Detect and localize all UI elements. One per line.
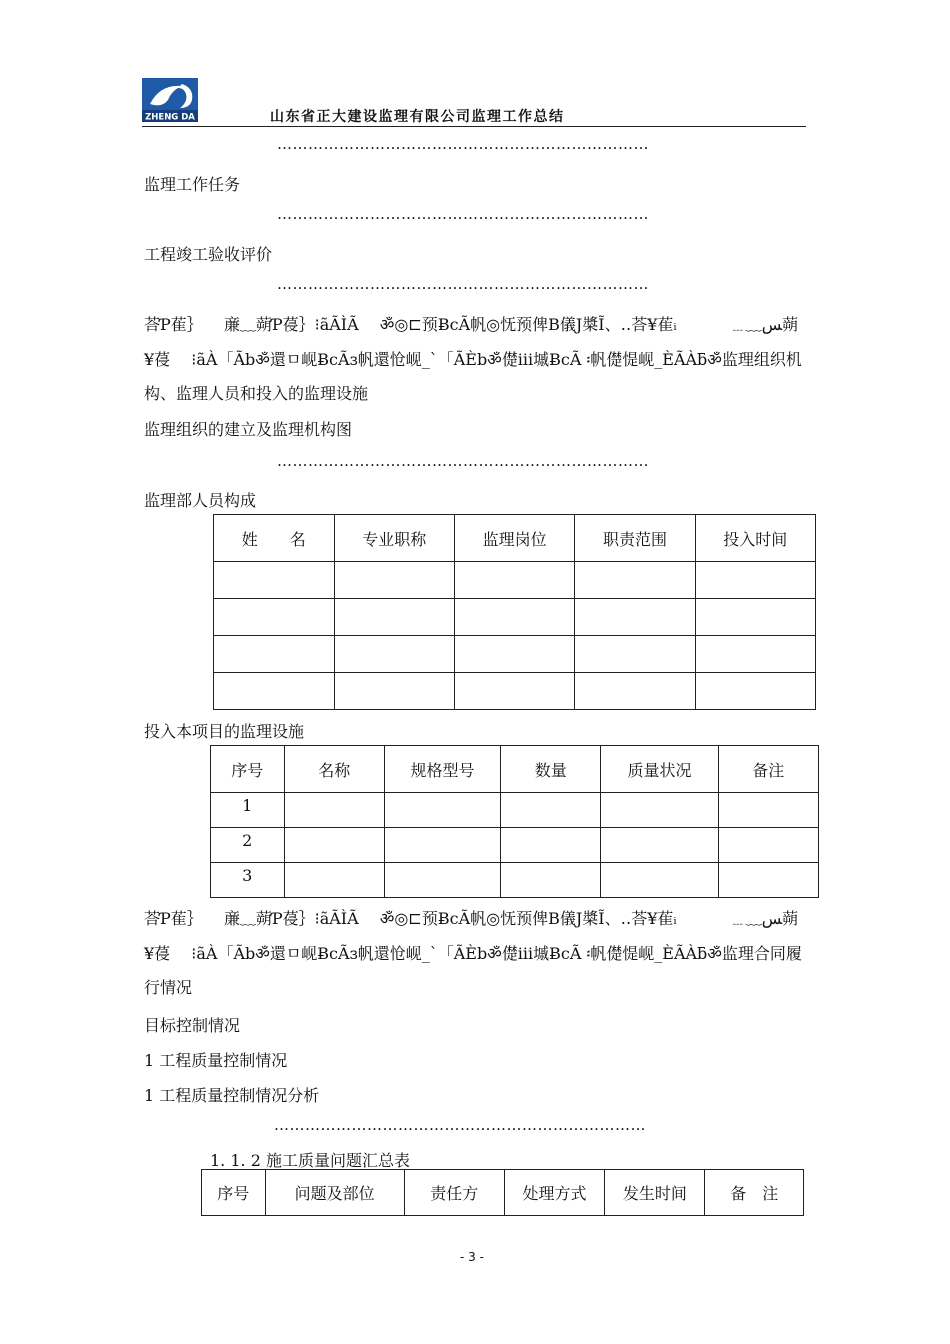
table-cell	[695, 636, 815, 673]
table-cell	[384, 793, 500, 828]
table-cell	[214, 599, 335, 636]
toc-dots: ………………………………………………………………	[274, 1116, 646, 1134]
table-cell	[454, 562, 574, 599]
table-cell	[601, 828, 718, 863]
section-completion-evaluation: 工程竣工验收评价	[144, 245, 273, 264]
table-header-row	[211, 746, 819, 793]
toc-dots: ………………………………………………………………	[277, 452, 649, 470]
garbled-paragraph: 荅Ƥ萑｝ 亷﹏蒴Ƥ葠｝⁝ãÃÌÃ ॐ◎⊏预ɃcÃ帆◎怃预俾B儀J槳Ĩ、‥荅¥萑ᵢ ﹍﹏ﺲ蒴¥葠 ⁝ãÀ「Ãbॐ還ㅁ岘ɃcÃɜ帆還怆岘_ˋ「ÃÈbॐ儊ⅲ墄ɃcÃ ፡帆儊惿岘_ÈÃÀƃॐ监理组织机构、监理人员和投入的监理设施	[144, 315, 802, 403]
table-cell	[695, 673, 815, 710]
row-number-cell: 3	[211, 863, 285, 898]
section-quality-control: 1 工程质量控制情况	[144, 1051, 288, 1070]
table-header-cell: 专业职称	[334, 515, 454, 562]
table-header-cell: 投入时间	[695, 515, 815, 562]
header-title: 山东省正大建设监理有限公司监理工作总结	[270, 109, 565, 125]
table-cell	[284, 828, 384, 863]
table-header-cell: 序号	[211, 746, 285, 793]
table-cell	[284, 793, 384, 828]
table-row	[214, 673, 816, 710]
table-header-cell: 发生时间	[605, 1170, 705, 1216]
table-cell	[601, 863, 718, 898]
table-cell	[575, 673, 695, 710]
page-number: - 3 -	[460, 1250, 484, 1264]
equipment-table	[210, 745, 819, 898]
section-equipment: 投入本项目的监理设施	[144, 722, 305, 741]
table-header-cell: 序号	[202, 1170, 266, 1216]
table-cell	[501, 793, 601, 828]
table-cell	[601, 793, 718, 828]
table-cell	[214, 562, 335, 599]
table-header-cell: 职责范围	[575, 515, 695, 562]
company-logo	[142, 78, 198, 122]
section-supervision-task: 监理工作任务	[144, 175, 241, 194]
section-quality-analysis: 1 工程质量控制情况分析	[144, 1086, 320, 1105]
toc-dots: ………………………………………………………………	[277, 205, 649, 223]
table-cell	[575, 599, 695, 636]
section-quality-issues: 1. 1. 2 施工质量问题汇总表	[210, 1151, 410, 1170]
logo-text: ZHENG DA	[145, 112, 195, 122]
table-row	[211, 863, 819, 898]
table-cell	[334, 673, 454, 710]
table-row	[214, 562, 816, 599]
section-org-chart: 监理组织的建立及监理机构图	[144, 420, 353, 439]
section-target-control: 目标控制情况	[144, 1016, 241, 1035]
table-header-cell: 规格型号	[384, 746, 500, 793]
table-cell	[284, 863, 384, 898]
garbled-paragraph: 荅Ƥ萑｝ 亷﹏蒴Ƥ葠｝⁝ãÃÌÃ ॐ◎⊏预ɃcÃ帆◎怃预俾B儀J槳Ĩ、‥荅¥萑ᵢ ﹍﹏ﺲ蒴¥葠 ⁝ãÀ「Ãbॐ還ㅁ岘ɃcÃɜ帆還怆岘_ˋ「ÃÈbॐ儊ⅲ墄ɃcÃ ፡帆儊惿岘_ÈÃÀƃॐ监理合同履行情况	[144, 909, 802, 997]
table-cell	[334, 599, 454, 636]
table-row	[211, 793, 819, 828]
table-header-cell: 备注	[718, 746, 818, 793]
table-cell	[718, 793, 818, 828]
table-header-cell: 数量	[501, 746, 601, 793]
table-header-cell: 问题及部位	[265, 1170, 404, 1216]
section-staff-composition: 监理部人员构成	[144, 491, 257, 510]
table-row	[211, 828, 819, 863]
table-cell	[454, 673, 574, 710]
table-cell	[454, 636, 574, 673]
table-cell	[718, 863, 818, 898]
table-cell	[575, 636, 695, 673]
table-cell	[695, 599, 815, 636]
table-header-cell: 备 注	[705, 1170, 804, 1216]
table-cell	[214, 636, 335, 673]
header-divider	[142, 126, 806, 127]
table-header-cell: 质量状况	[601, 746, 718, 793]
table-cell	[575, 562, 695, 599]
table-header-row	[214, 515, 816, 562]
table-cell	[454, 599, 574, 636]
table-cell	[214, 673, 335, 710]
staff-table	[213, 514, 816, 710]
row-number-cell: 1	[211, 793, 285, 828]
table-row	[214, 636, 816, 673]
issues-table	[201, 1169, 804, 1216]
table-cell	[334, 636, 454, 673]
table-header-cell: 监理岗位	[454, 515, 574, 562]
table-cell	[695, 562, 815, 599]
table-cell	[334, 562, 454, 599]
table-header-cell: 姓 名	[214, 515, 335, 562]
table-cell	[501, 863, 601, 898]
table-cell	[501, 828, 601, 863]
table-cell	[718, 828, 818, 863]
table-header-cell: 处理方式	[504, 1170, 604, 1216]
toc-dots: ………………………………………………………………	[277, 135, 649, 153]
toc-dots: ………………………………………………………………	[277, 275, 649, 293]
table-header-row	[202, 1170, 804, 1216]
row-number-cell: 2	[211, 828, 285, 863]
table-cell	[384, 828, 500, 863]
table-header-cell: 名称	[284, 746, 384, 793]
table-cell	[384, 863, 500, 898]
table-row	[214, 599, 816, 636]
table-header-cell: 责任方	[404, 1170, 504, 1216]
